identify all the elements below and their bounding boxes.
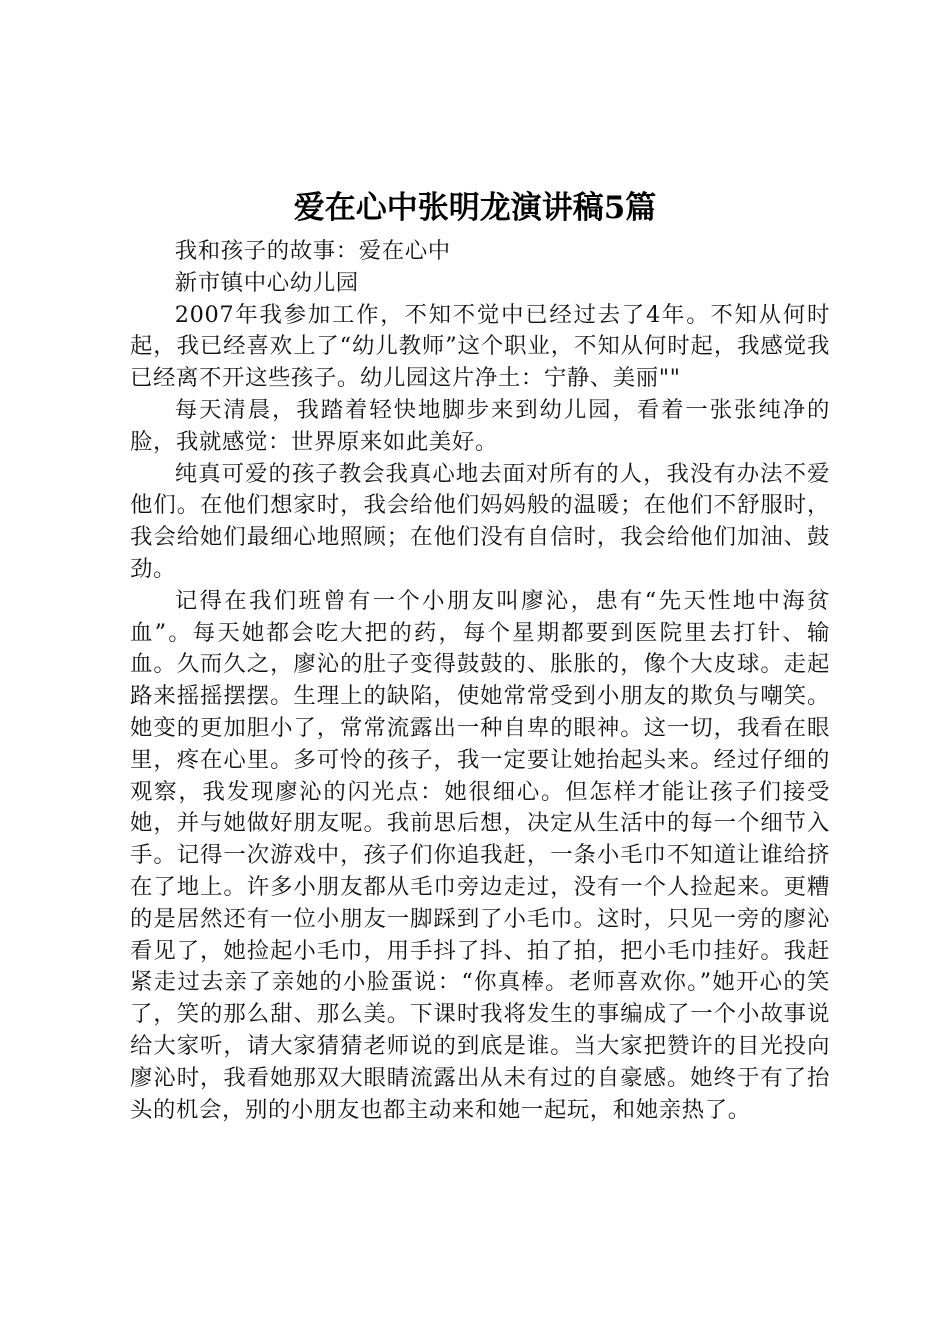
paragraph-school-name: 新市镇中心幼儿园 [174,269,359,296]
document-body [130,236,830,1126]
paragraph-heading-story: 我和孩子的故事：爱在心中 [174,238,451,264]
paragraph-liaoqin-story: 记得在我们班曾有一个小朋友叫廖沁，患有“先天性地中海贫血”。每天她都会吃大把的药，每个星期都要到医院里去打针、输血。久而久之，廖沁的肚子变得鼓鼓的、胀胀的，像个大皮球。走起路来摇摇摆摆。生理上的缺陷，使她常常受到小朋友的欺负与嘲笑。她变的更加胆小了，常常流露出一种自卑的眼神。这一切，我看在眼里，疼在心里。多可怜的孩子，我一定要让她抬起头来。经过仔细的观察，我发现廖沁的闪光点：她很细心。但怎样才能让孩子们接受她，并与她做好朋友呢。我前思后想，决定从生活中的每一个细节入手。记得一次游戏中，孩子们你追我赶，一条小毛巾不知道让谁给挤在了地上。许多小朋友都从毛巾旁边走过，没有一个人捡起来。更糟的是居然还有一位小朋友一脚踩到了小毛巾。这时，只见一旁的廖沁看见了，她捡起小毛巾，用手抖了抖、拍了拍，把小毛巾挂好。我赶紧走过去亲了亲她的小脸蛋说：“你真棒。老师喜欢你。”她开心的笑了，笑的那么甜、那么美。下课时我将发生的事编成了一个小故事说给大家听，请大家猜猜老师说的到底是谁。当大家把赞许的目光投向廖沁时，我看她那双大眼睛流露出从未有过的自豪感。她终于有了抬头的机会，别的小朋友也都主动来和她一起玩，和她亲热了。 [130,587,830,1123]
paragraph-intro: 2007年我参加工作，不知不觉中已经过去了4年。不知从何时起，我已经喜欢上了“幼儿教师”这个职业，不知从何时起，我感觉我已经离不开这些孩子。幼儿园这片净土：宁静、美丽"" [130,301,830,392]
paragraph-morning: 每天清晨，我踏着轻快地脚步来到幼儿园，看着一张张纯净的脸，我就感觉：世界原来如此美好。 [130,396,830,455]
document-title: 爱在心中张明龙演讲稿5篇 [293,190,657,226]
paragraph-love-children: 纯真可爱的孩子教会我真心地去面对所有的人，我没有办法不爱他们。在他们想家时，我会给他们妈妈般的温暖；在他们不舒服时，我会给她们最细心地照顾；在他们没有自信时，我会给他们加油、鼓劲。 [130,460,830,582]
